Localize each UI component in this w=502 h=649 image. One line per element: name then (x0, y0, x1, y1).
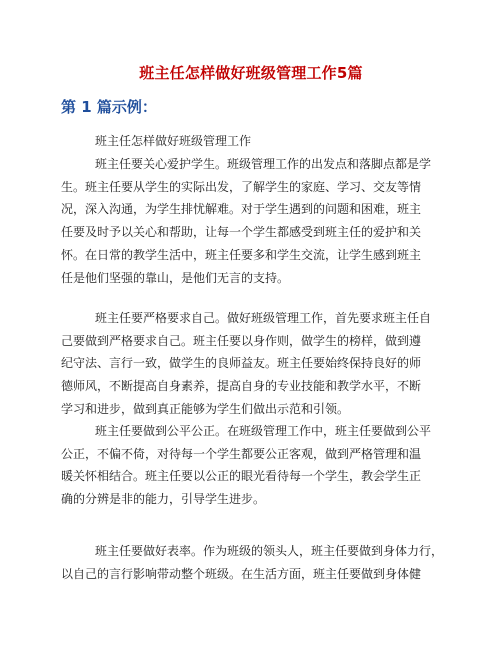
paragraph-line: 怀。在日常的教学生活中，班主任要多和学生交流，让学生感到班主 (61, 247, 422, 262)
section-heading: 第 1 篇示例： (61, 98, 157, 116)
paragraph-line: 班主任要关心爱护学生。班级管理工作的出发点和落脚点都是学 (95, 157, 432, 171)
paragraph-line: 公正，不偏不倚，对待每一个学生都要公正客观，做到严格管理和温 (61, 446, 422, 461)
paragraph-line: 任要及时予以关心和帮助，让每一个学生都感受到班主任的爱护和关 (61, 225, 422, 240)
paragraph-lead-by-example (61, 540, 444, 585)
paragraph-line: 己要做到严格要求自己。班主任要以身作则，做学生的榜样，做到遵 (61, 333, 422, 348)
paragraph-line: 暖关怀相结合。班主任要以公正的眼光看待每一个学生，教会学生正 (61, 469, 422, 484)
document-title: 班主任怎样做好班级管理工作5篇 (139, 64, 363, 82)
paragraph-line: 德师风，不断提高自身素养，提高自身的专业技能和教学水平，不断 (61, 379, 422, 394)
paragraph-line: 纪守法、言行一致，做学生的良师益友。班主任要始终保持良好的师 (61, 356, 422, 371)
paragraph-line: 学习和进步，做到真正能够为学生们做出示范和引领。 (61, 401, 350, 416)
paragraph-line: 况，深入沟通，为学生排忧解难。对于学生遇到的问题和困难，班主 (61, 202, 422, 217)
paragraph-strict-self-discipline (61, 307, 441, 421)
paragraph-line: 班主任要严格要求自己。做好班级管理工作，首先要求班主任自 (95, 311, 432, 325)
paragraph-line: 班主任要做到公平公正。在班级管理工作中，班主任要做到公平 (95, 424, 432, 438)
article-subtitle: 班主任怎样做好班级管理工作 (95, 134, 252, 148)
paragraph-line: 班主任要做好表率。作为班级的领头人，班主任要做到身体力行， (95, 544, 444, 558)
paragraph-line: 以自己的言行影响带动整个班级。在生活方面，班主任要做到身体健 (61, 566, 422, 581)
paragraph-fairness (61, 420, 441, 511)
paragraph-line: 确的分辨是非的能力，引导学生进步。 (61, 492, 266, 507)
paragraph-line: 生。班主任要从学生的实际出发，了解学生的家庭、学习、交友等情 (61, 179, 422, 194)
paragraph-line: 任是他们坚强的靠山，是他们无言的支持。 (61, 270, 290, 285)
paragraph-care-for-students (61, 153, 441, 289)
